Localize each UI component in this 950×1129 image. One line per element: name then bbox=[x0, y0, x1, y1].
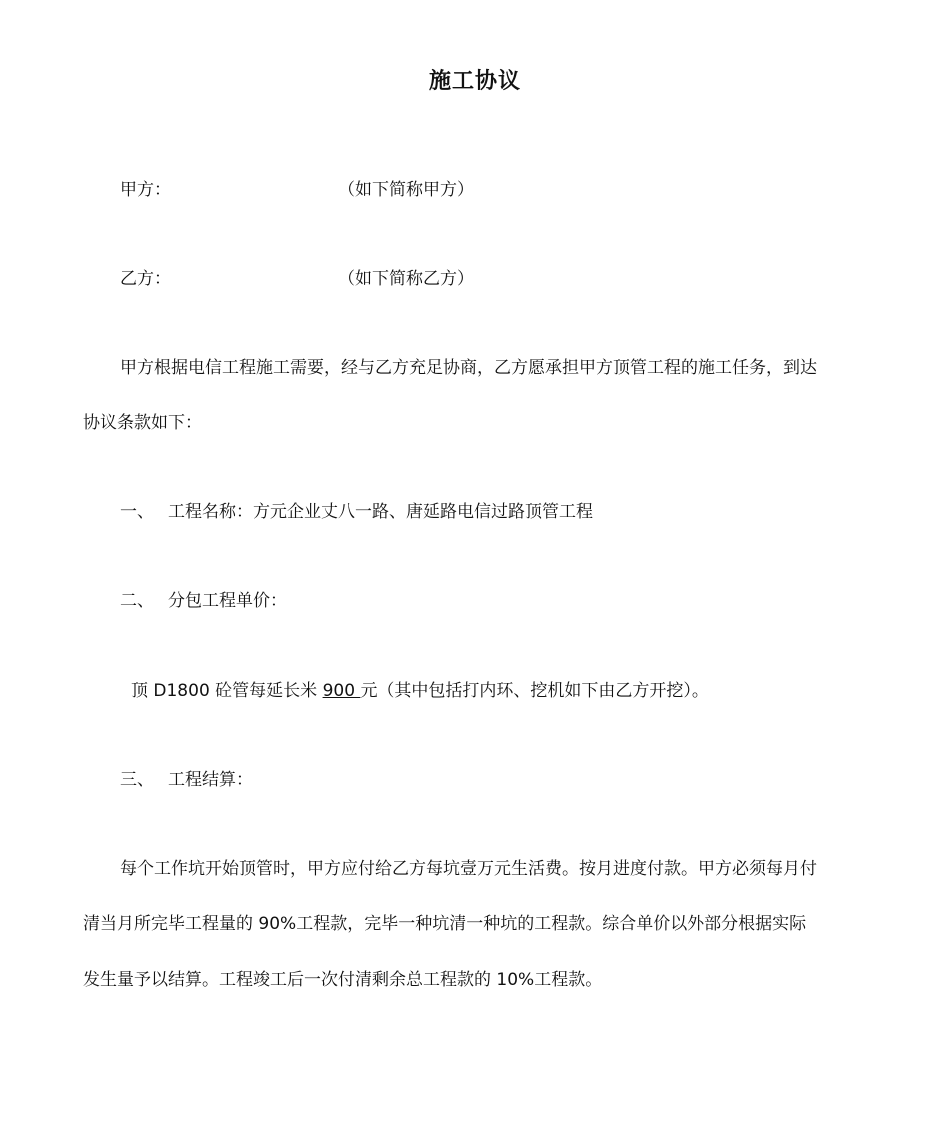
settlement-line-2: 清当月所完毕工程量的 90%工程款，完毕一种坑清一种坑的工程款。综合单价以外部分根据实际 bbox=[83, 914, 807, 934]
document-title: 施工协议 bbox=[428, 69, 521, 94]
unit-price-prefix: 顶 D1800 砼管每延长米 bbox=[131, 681, 323, 701]
settlement-line-3: 发生量予以结算。工程竣工后一次付清剩余总工程款的 10%工程款。 bbox=[83, 970, 603, 990]
section-1-number: 一、 bbox=[120, 502, 154, 522]
intro-line-1: 甲方根据电信工程施工需要，经与乙方充足协商，乙方愿承担甲方顶管工程的施工任务，到达 bbox=[120, 358, 817, 378]
party-a-label: 甲方： bbox=[120, 180, 171, 200]
party-b-label: 乙方： bbox=[120, 269, 171, 289]
party-a-note: （如下简称甲方） bbox=[338, 180, 474, 200]
unit-price-value: 900 bbox=[322, 681, 361, 701]
unit-price-suffix: 元（其中包括打内环、挖机如下由乙方开挖）。 bbox=[360, 681, 709, 701]
settlement-line-1: 每个工作坑开始顶管时，甲方应付给乙方每坑壹万元生活费。按月进度付款。甲方必须每月付 bbox=[120, 859, 817, 879]
section-3-number: 三、 bbox=[120, 770, 154, 790]
party-b-note: （如下简称乙方） bbox=[338, 269, 474, 289]
section-2-number: 二、 bbox=[120, 591, 154, 611]
unit-price-line bbox=[131, 676, 709, 701]
intro-line-2: 协议条款如下： bbox=[83, 413, 202, 433]
section-2-text: 分包工程单价： bbox=[168, 591, 287, 611]
section-1-text: 工程名称：方元企业丈八一路、唐延路电信过路顶管工程 bbox=[168, 502, 593, 522]
section-3-text: 工程结算： bbox=[168, 770, 253, 790]
